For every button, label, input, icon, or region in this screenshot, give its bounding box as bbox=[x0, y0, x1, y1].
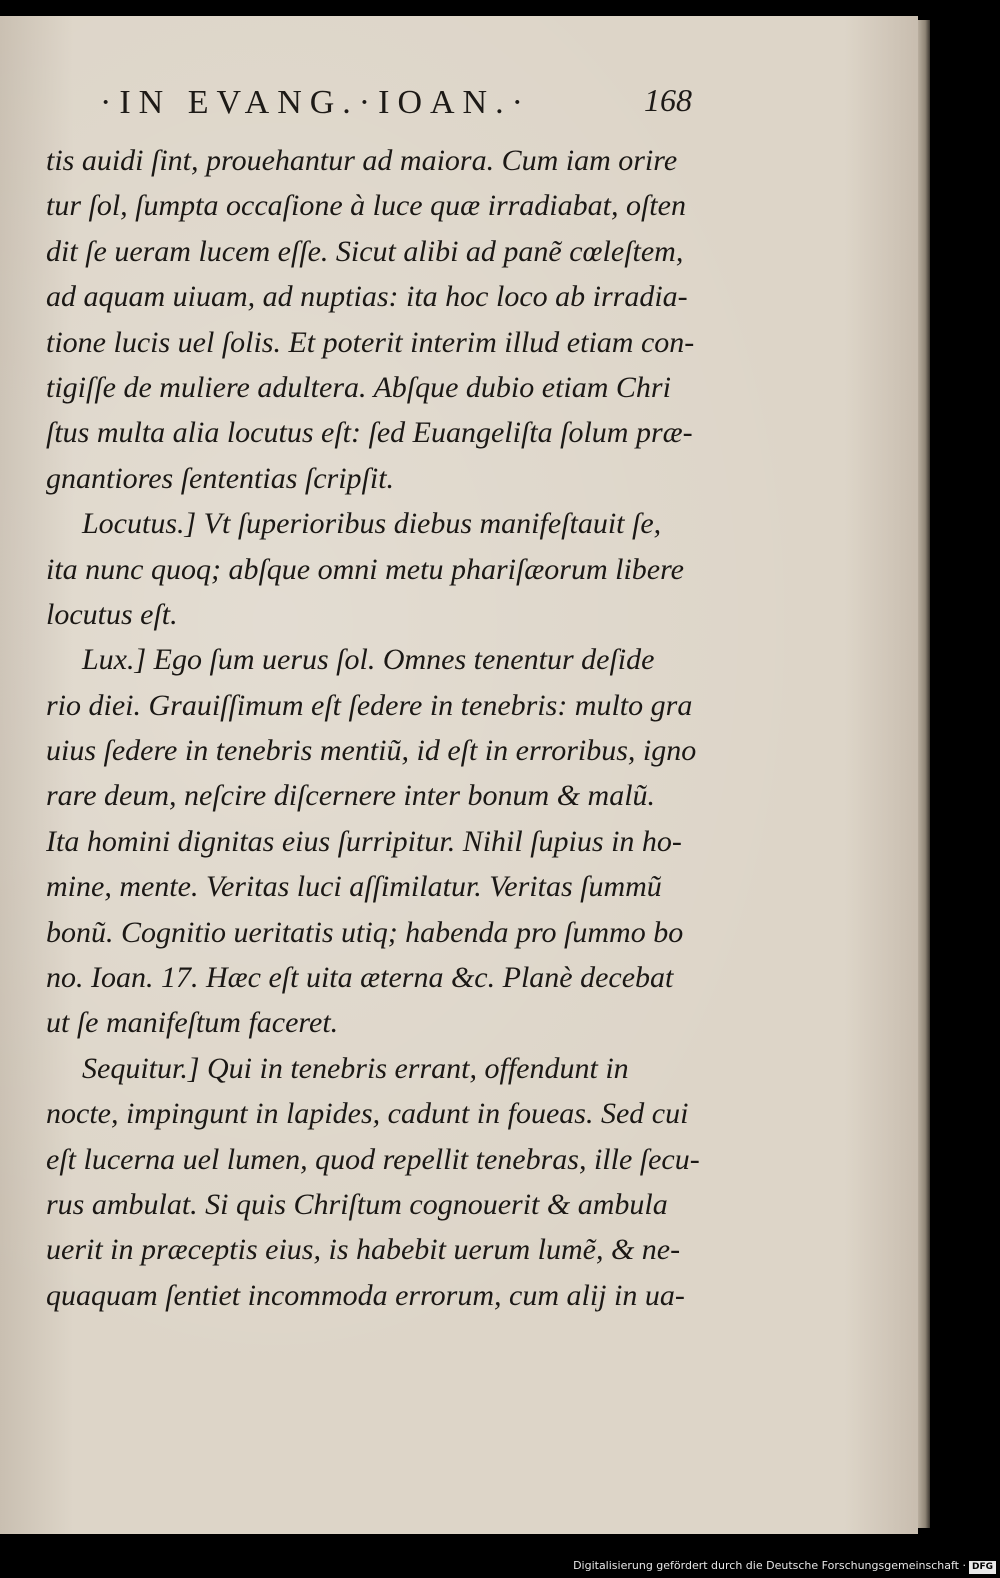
text-line: rus ambulat. Si quis Chriſtum cognouerit & ambula bbox=[46, 1187, 668, 1221]
text-line: locutus eſt. bbox=[46, 597, 178, 631]
text-line: gnantiores ſententias ſcripſit. bbox=[46, 461, 395, 495]
text-line: bonũ. Cognitio ueritatis utiq; habenda pro ſummo bo bbox=[46, 915, 684, 949]
text-line: Ita homini dignitas eius ſurripitur. Nihil ſupius in ho- bbox=[46, 824, 682, 858]
text-line: dit ſe ueram lucem eſſe. Sicut alibi ad panẽ cœleſtem, bbox=[46, 234, 684, 268]
digitization-credit bbox=[573, 1558, 996, 1574]
text-line: uius ſedere in tenebris mentiũ, id eſt in erroribus, igno bbox=[46, 734, 697, 768]
text-line: eſt lucerna uel lumen, quod repellit tenebras, ille ſecu- bbox=[46, 1142, 700, 1176]
paragraph-start-line: Sequitur.] Qui in tenebris errant, offendunt in bbox=[82, 1051, 629, 1085]
text-line: uerit in præceptis eius, is habebit uerum lumẽ, & ne- bbox=[46, 1233, 681, 1267]
text-line: no. Ioan. 17. Hæc eſt uita æterna &c. Planè decebat bbox=[46, 961, 674, 995]
running-head: ·IN EVANG.·IOAN.· bbox=[100, 84, 531, 121]
text-line: ut ſe manifeſtum faceret. bbox=[46, 1006, 339, 1040]
page-number: 168 bbox=[644, 82, 692, 118]
text-line: ita nunc quoq; abſque omni metu phariſæorum libere bbox=[46, 552, 684, 586]
paragraph-start-line: Lux.] Ego ſum uerus ſol. Omnes tenentur deſide bbox=[82, 643, 655, 677]
text-line: tur ſol, ſumpta occaſione à luce quæ irradiabat, oſten bbox=[46, 189, 686, 223]
text-line: rare deum, neſcire diſcernere inter bonum & malũ. bbox=[46, 779, 656, 813]
credit-text: Digitalisierung gefördert durch die Deutsche Forschungsgemeinschaft · bbox=[573, 1559, 966, 1572]
text-line: quaquam ſentiet incommoda errorum, cum alij in ua- bbox=[46, 1278, 685, 1312]
text-line: nocte, impingunt in lapides, cadunt in foueas. Sed cui bbox=[46, 1097, 689, 1131]
dfg-logo: DFG bbox=[969, 1561, 996, 1574]
page-edge bbox=[918, 20, 930, 1528]
paragraph-start-line: Locutus.] Vt ſuperioribus diebus manifeſtauit ſe, bbox=[82, 507, 662, 541]
text-line: ſtus multa alia locutus eſt: ſed Euangeliſta ſolum præ- bbox=[46, 416, 693, 450]
text-line: tione lucis uel ſolis. Et poterit interim illud etiam con- bbox=[46, 325, 695, 359]
text-line: rio diei. Grauiſſimum eſt ſedere in tenebris: multo gra bbox=[46, 688, 693, 722]
text-line: tigiſſe de muliere adultera. Abſque dubio etiam Chri bbox=[46, 370, 671, 404]
text-line: ad aquam uiuam, ad nuptias: ita hoc loco ab irradia- bbox=[46, 280, 688, 314]
text-line: tis auidi ſint, prouehantur ad maiora. Cum iam orire bbox=[46, 144, 678, 177]
page-header bbox=[100, 78, 700, 124]
body-text bbox=[46, 138, 706, 1318]
text-line: mine, mente. Veritas luci aſſimilatur. Veritas ſummũ bbox=[46, 870, 662, 904]
